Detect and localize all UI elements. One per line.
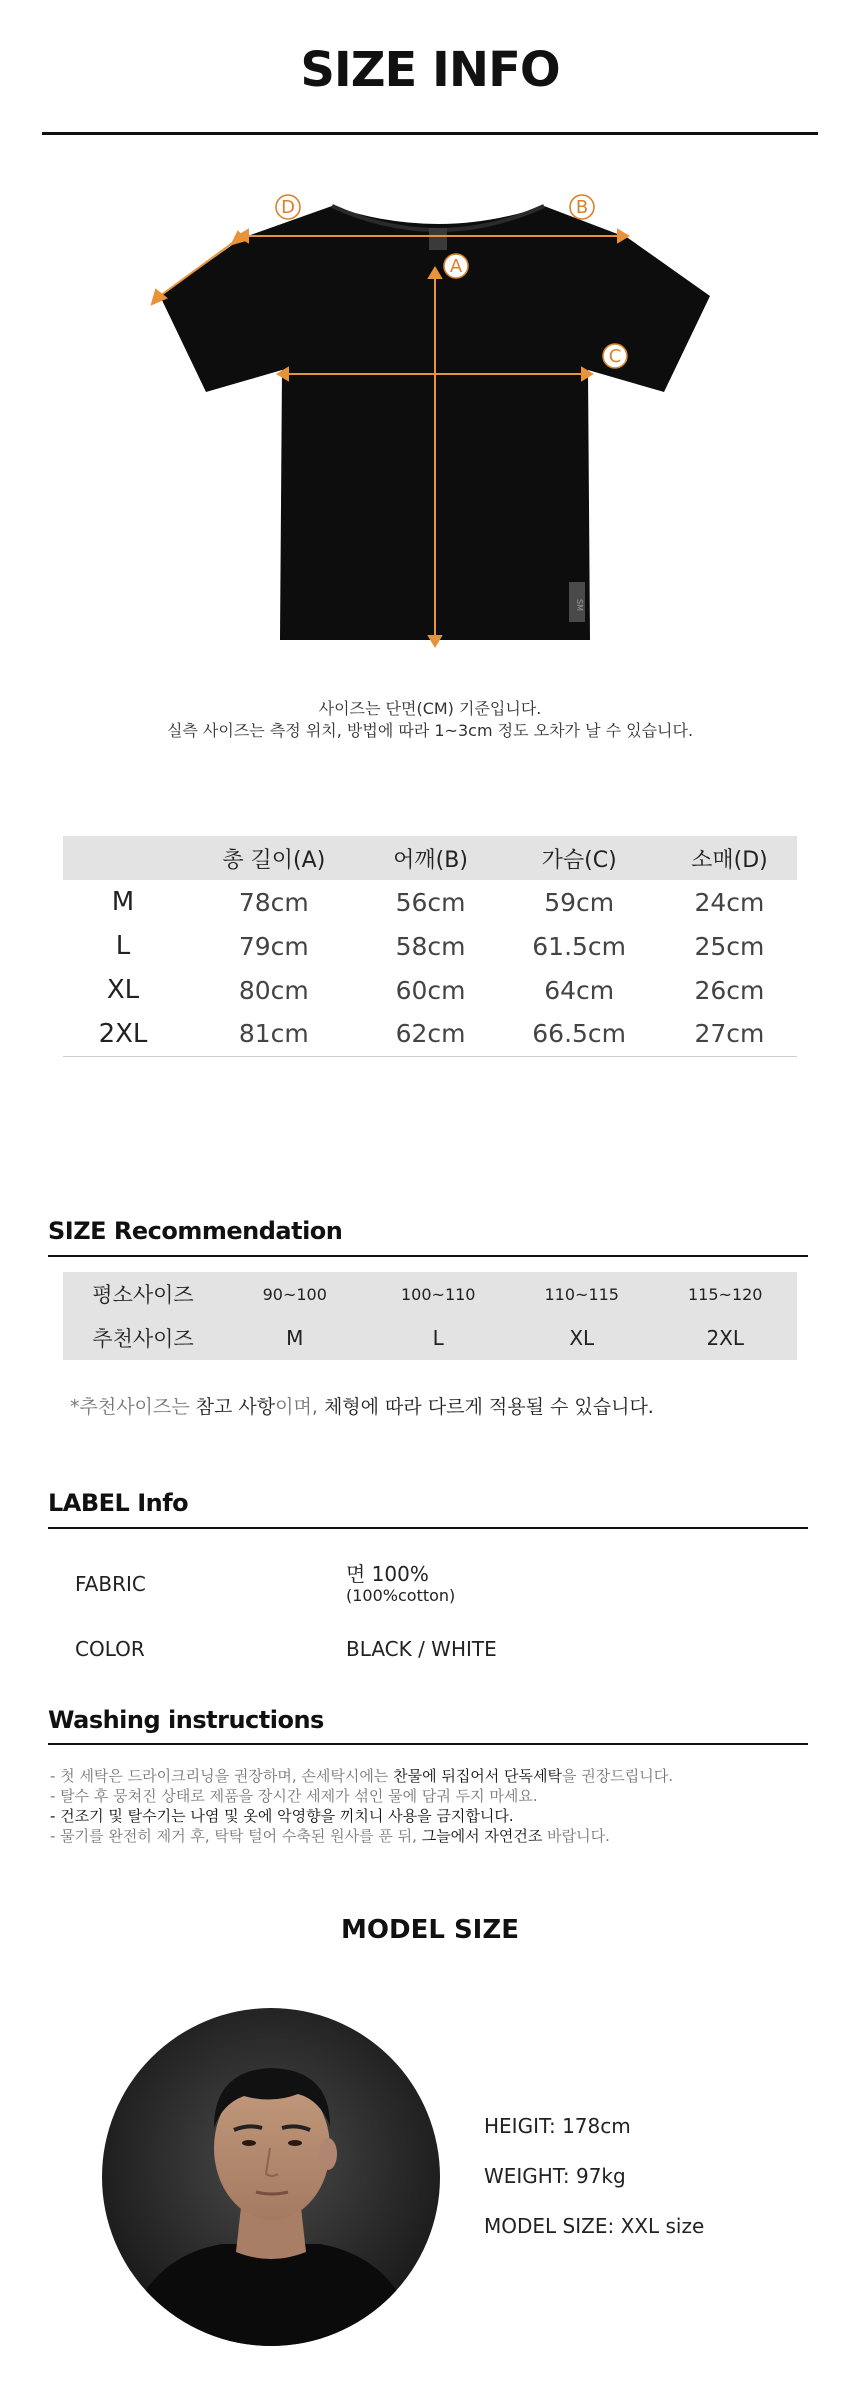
size-cell: L — [115, 931, 131, 961]
size-table — [63, 836, 797, 1057]
recommended-size-label: 추천사이즈 — [92, 1327, 194, 1351]
tolerance-note: 실측 사이즈는 측정 위치, 방법에 따라 1~3cm 정도 오차가 날 수 있습니다. — [166, 721, 694, 740]
table-cell: 24cm — [694, 887, 765, 917]
usual-size-value: 90~100 — [262, 1284, 327, 1304]
model-portrait-image — [102, 2008, 440, 2346]
recommended-size-value: L — [432, 1326, 444, 1350]
size-cell: M — [111, 887, 135, 917]
color-key: COLOR — [75, 1637, 145, 1661]
table-cell: 80cm — [238, 975, 309, 1005]
marker-b-label: B — [575, 197, 589, 218]
table-cell: 66.5cm — [496, 1012, 661, 1056]
col-header-length: 총 길이(A) — [183, 836, 365, 880]
washing-line-2: - 탈수 후 뭉쳐진 상태로 제품을 장시간 세제가 섞인 물에 담궈 두지 마세요. — [50, 1787, 538, 1805]
washing-text: 을 권장드립니다. — [562, 1767, 673, 1785]
usual-size-row — [63, 1272, 797, 1316]
recommended-size-value: XL — [569, 1326, 595, 1350]
usual-size-label: 평소사이즈 — [92, 1283, 194, 1307]
table-cell: 81cm — [183, 1012, 365, 1056]
washing-emphasis: 찬물에 뒤집어서 단독세탁 — [393, 1767, 563, 1785]
usual-size-value: 115~120 — [688, 1284, 763, 1304]
table-cell: 61.5cm — [532, 931, 627, 961]
washing-text: - 첫 세탁은 드라이크리닝을 권장하며, 손세탁시에는 — [50, 1767, 394, 1785]
washing-heading: Washing instructions — [48, 1706, 324, 1734]
table-cell: 79cm — [238, 931, 309, 961]
table-cell: 25cm — [694, 931, 765, 961]
size-cell: 2XL — [63, 1012, 183, 1056]
washing-line-1 — [50, 1766, 810, 1786]
title-divider — [42, 132, 818, 135]
table-cell: 58cm — [395, 931, 466, 961]
washing-text: 바랍니다. — [542, 1827, 610, 1845]
table-cell: 64cm — [544, 975, 615, 1005]
color-value: BLACK / WHITE — [346, 1637, 497, 1661]
washing-list — [50, 1766, 810, 1846]
measurement-note: 사이즈는 단면(CM) 기준입니다. — [318, 699, 542, 718]
recommendation-note — [70, 1392, 654, 1419]
col-header-shoulder: 어깨(B) — [365, 836, 497, 880]
fabric-value: 면 100% — [346, 1562, 429, 1586]
washing-line-4 — [50, 1826, 810, 1846]
recommendation-divider — [48, 1255, 808, 1257]
washing-emphasis: 그늘에서 자연건조 — [421, 1827, 543, 1845]
size-table-header — [63, 836, 797, 880]
label-info-heading: LABEL Info — [48, 1489, 189, 1517]
model-weight: WEIGHT: 97kg — [484, 2164, 626, 2188]
shirt-measurement-diagram — [150, 180, 720, 660]
washing-text: - 물기를 완전히 제거 후, 탁탁 털어 수축된 원사를 푼 뒤, — [50, 1827, 422, 1845]
model-size: MODEL SIZE: XXL size — [484, 2214, 705, 2238]
table-cell: 26cm — [694, 975, 765, 1005]
table-row — [63, 968, 797, 1012]
table-row — [63, 1012, 797, 1056]
recommended-size-value: M — [286, 1326, 304, 1350]
washing-line-3: - 건조기 및 탈수기는 나염 및 옷에 악영향을 끼치니 사용을 금지합니다. — [50, 1807, 514, 1825]
table-cell: 60cm — [395, 975, 466, 1005]
page-title: SIZE INFO — [300, 42, 560, 98]
recommended-size-value: 2XL — [706, 1326, 745, 1350]
table-cell: 62cm — [365, 1012, 497, 1056]
model-size-heading: MODEL SIZE — [341, 1915, 519, 1945]
fabric-key: FABRIC — [75, 1572, 146, 1596]
note-emphasis: 체형에 따라 다르게 적용될 수 있습니다. — [323, 1396, 654, 1418]
recommended-size-row — [63, 1316, 797, 1360]
table-cell: 59cm — [544, 887, 615, 917]
note-part: *추천사이즈는 — [70, 1396, 196, 1418]
hem-label-text: SM — [575, 599, 584, 611]
marker-c-label: C — [608, 346, 622, 367]
fabric-sub: (100%cotton) — [346, 1586, 456, 1605]
table-row — [63, 924, 797, 968]
table-row — [63, 880, 797, 924]
col-header-sleeve: 소매(D) — [662, 836, 797, 880]
model-height: HEIGIT: 178cm — [484, 2114, 631, 2138]
size-cell: XL — [106, 975, 140, 1005]
usual-size-value: 110~115 — [544, 1284, 619, 1304]
recommendation-heading: SIZE Recommendation — [48, 1217, 343, 1245]
table-cell: 27cm — [662, 1012, 797, 1056]
table-cell: 56cm — [395, 887, 466, 917]
col-header-chest: 가슴(C) — [496, 836, 661, 880]
table-cell: 78cm — [238, 887, 309, 917]
usual-size-value: 100~110 — [401, 1284, 476, 1304]
note-part: 이며, — [275, 1396, 324, 1418]
neck-label-tag — [429, 228, 447, 250]
size-col-header-blank — [63, 836, 183, 880]
washing-divider — [48, 1743, 808, 1745]
label-info-divider — [48, 1527, 808, 1529]
model-photo — [102, 2008, 440, 2346]
marker-a-label: A — [449, 256, 463, 277]
note-emphasis: 참고 사항 — [195, 1396, 276, 1418]
marker-d-label: D — [281, 197, 295, 218]
recommendation-table — [63, 1272, 797, 1360]
